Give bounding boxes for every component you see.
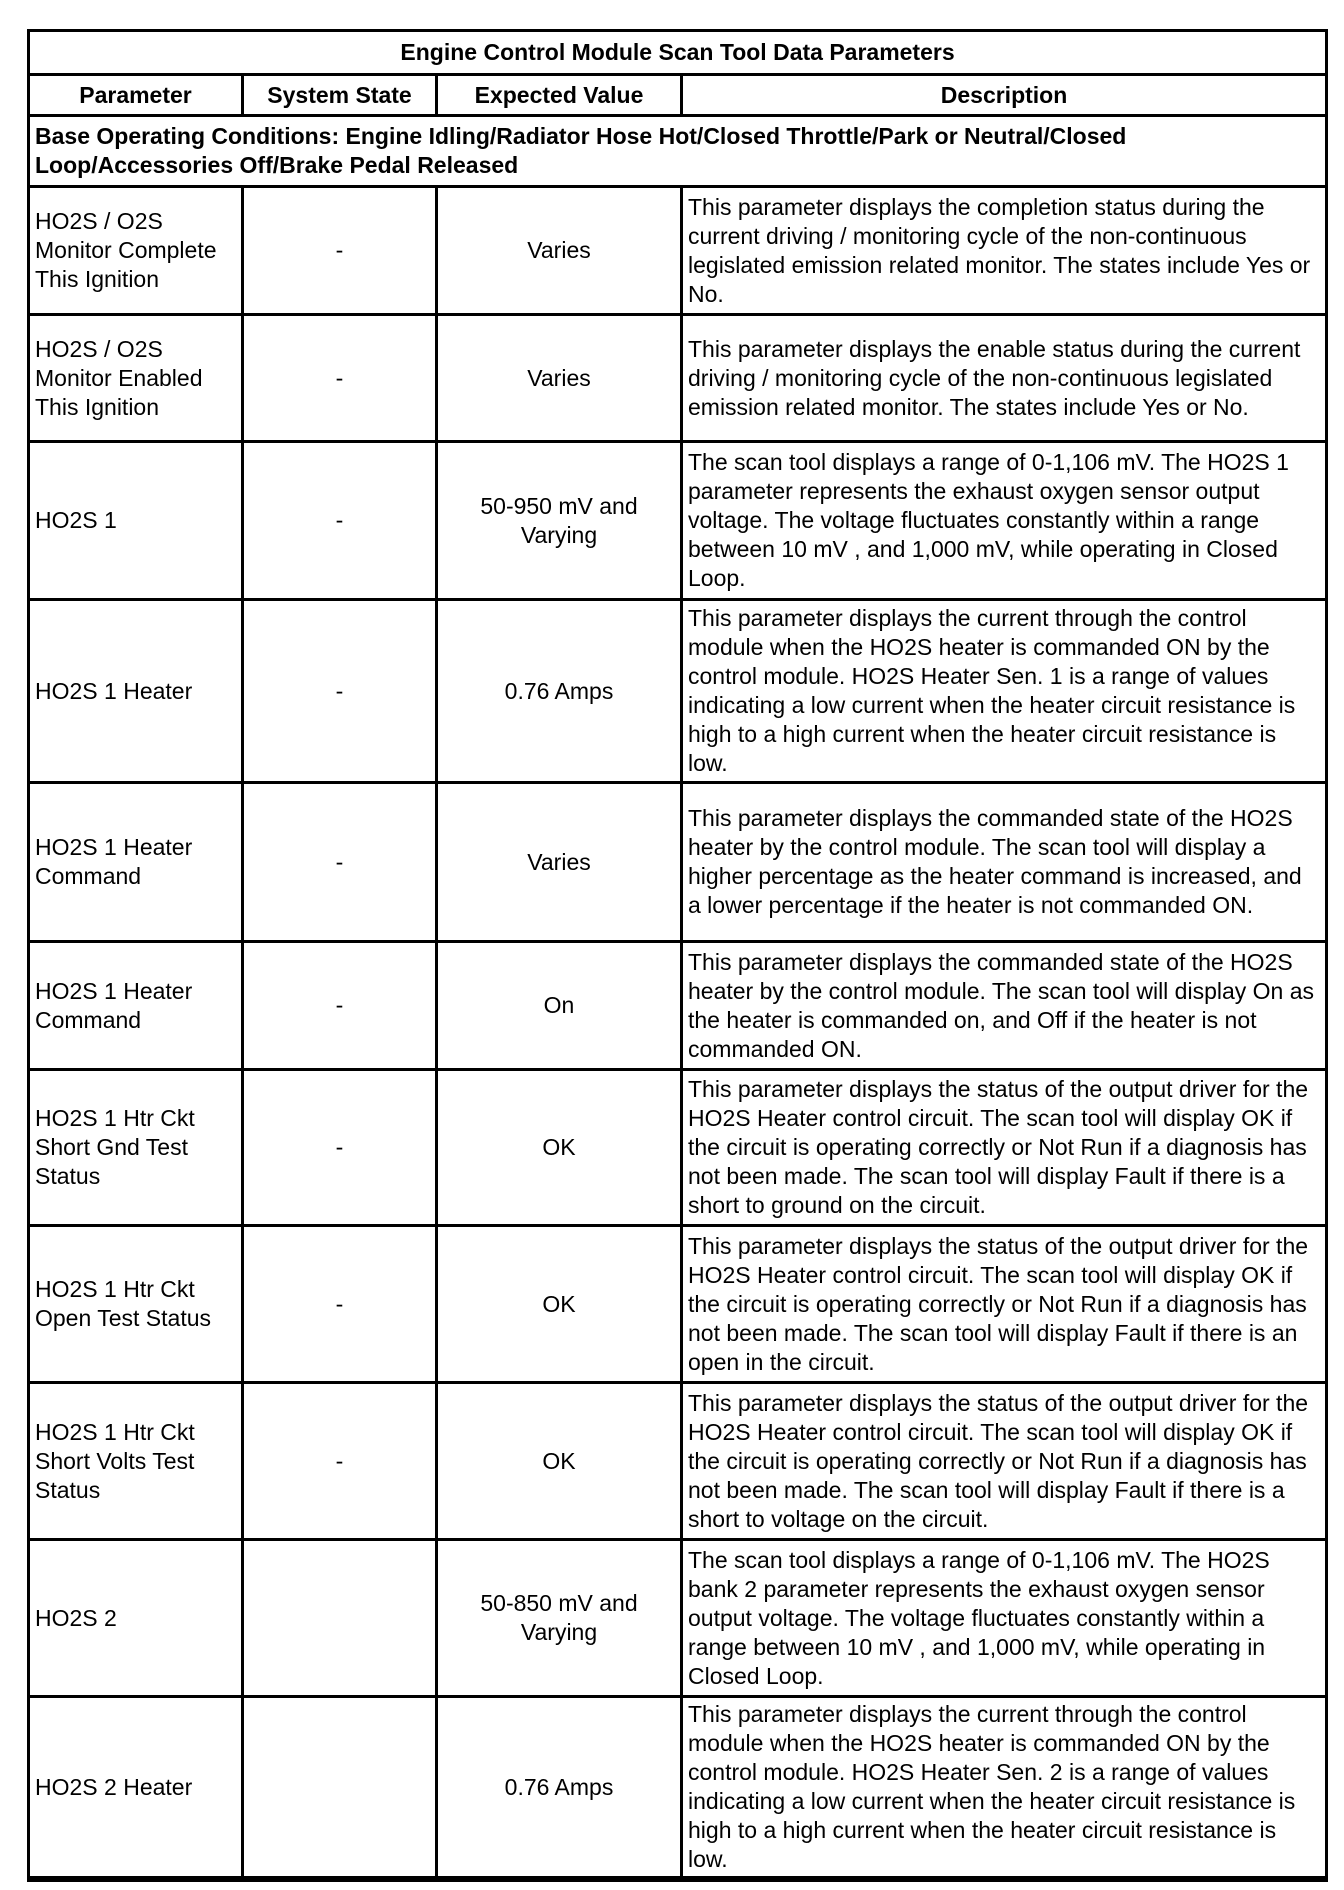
header-description: Description [682, 75, 1327, 116]
expected-value-cell: Varies [437, 315, 682, 442]
expected-value-cell: OK [437, 1070, 682, 1226]
expected-value-cell: Varies [437, 187, 682, 315]
expected-value-cell: On [437, 942, 682, 1070]
parameter-cell: HO2S 1 [29, 442, 243, 600]
table-row [29, 315, 1327, 442]
parameter-cell: HO2S 2 Heater [29, 1697, 243, 1880]
system-state-cell: - [243, 783, 437, 942]
table-row [29, 600, 1327, 783]
header-expected-value: Expected Value [437, 75, 682, 116]
system-state-cell: - [243, 1070, 437, 1226]
table-row [29, 942, 1327, 1070]
description-cell: This parameter displays the completion status during the current driving / monitoring cycle of the non-continuous legislated emission related monitor. The states include Yes or No. [682, 187, 1327, 315]
system-state-cell: - [243, 600, 437, 783]
table-row [29, 442, 1327, 600]
header-parameter: Parameter [29, 75, 243, 116]
table-row [29, 1383, 1327, 1540]
parameter-cell: HO2S 1 Heater Command [29, 783, 243, 942]
description-cell: This parameter displays the status of the output driver for the HO2S Heater control circuit. The scan tool will display OK if the circuit is operating correctly or Not Run if a diagnosis has not been made. The scan tool will display Fault if there is a short to voltage on the circuit. [682, 1383, 1327, 1540]
table-row [29, 187, 1327, 315]
table-row [29, 1070, 1327, 1226]
expected-value-cell: OK [437, 1383, 682, 1540]
table-title: Engine Control Module Scan Tool Data Parameters [29, 31, 1327, 75]
base-operating-conditions: Base Operating Conditions: Engine Idling/Radiator Hose Hot/Closed Throttle/Park or Neutral/Closed Loop/Accessories Off/Brake Pedal Released [29, 116, 1327, 187]
scan-tool-data-table [27, 29, 1328, 1882]
expected-value-cell: OK [437, 1226, 682, 1383]
description-cell: This parameter displays the current through the control module when the HO2S heater is commanded ON by the control module. HO2S Heater Sen. 1 is a range of values indicating a low current when the heater circuit resistance is high to a high current when the heater circuit resistance is low. [682, 600, 1327, 783]
system-state-cell: - [243, 187, 437, 315]
parameter-cell: HO2S 1 Htr Ckt Open Test Status [29, 1226, 243, 1383]
description-cell: This parameter displays the commanded state of the HO2S heater by the control module. The scan tool will display a higher percentage as the heater command is increased, and a lower percentage if the heater is not commanded ON. [682, 783, 1327, 942]
system-state-cell: - [243, 442, 437, 600]
system-state-cell: - [243, 1383, 437, 1540]
parameter-cell: HO2S / O2S Monitor Complete This Ignition [29, 187, 243, 315]
parameter-cell: HO2S 1 Htr Ckt Short Volts Test Status [29, 1383, 243, 1540]
description-cell: This parameter displays the commanded state of the HO2S heater by the control module. The scan tool will display On as the heater is commanded on, and Off if the heater is not commanded ON. [682, 942, 1327, 1070]
expected-value-cell: 0.76 Amps [437, 1697, 682, 1880]
parameter-cell: HO2S 2 [29, 1540, 243, 1697]
parameter-cell: HO2S 1 Heater Command [29, 942, 243, 1070]
description-cell: This parameter displays the enable status during the current driving / monitoring cycle of the non-continuous legislated emission related monitor. The states include Yes or No. [682, 315, 1327, 442]
system-state-cell [243, 1540, 437, 1697]
system-state-cell: - [243, 942, 437, 1070]
table-row [29, 1697, 1327, 1880]
expected-value-cell: 50-950 mV and Varying [437, 442, 682, 600]
description-cell: The scan tool displays a range of 0-1,106 mV. The HO2S bank 2 parameter represents the exhaust oxygen sensor output voltage. The voltage fluctuates constantly within a range between 10 mV , and 1,000 mV, while operating in Closed Loop. [682, 1540, 1327, 1697]
parameter-cell: HO2S 1 Heater [29, 600, 243, 783]
header-system-state: System State [243, 75, 437, 116]
description-cell: This parameter displays the status of the output driver for the HO2S Heater control circuit. The scan tool will display OK if the circuit is operating correctly or Not Run if a diagnosis has not been made. The scan tool will display Fault if there is a short to ground on the circuit. [682, 1070, 1327, 1226]
table-row [29, 1540, 1327, 1697]
table-row [29, 783, 1327, 942]
description-cell: This parameter displays the current through the control module when the HO2S heater is commanded ON by the control module. HO2S Heater Sen. 2 is a range of values indicating a low current when the heater circuit resistance is high to a high current when the heater circuit resistance is low. [682, 1697, 1327, 1880]
system-state-cell: - [243, 1226, 437, 1383]
expected-value-cell: Varies [437, 783, 682, 942]
expected-value-cell: 50-850 mV and Varying [437, 1540, 682, 1697]
description-cell: The scan tool displays a range of 0-1,106 mV. The HO2S 1 parameter represents the exhaust oxygen sensor output voltage. The voltage fluctuates constantly within a range between 10 mV , and 1,000 mV, while operating in Closed Loop. [682, 442, 1327, 600]
expected-value-cell: 0.76 Amps [437, 600, 682, 783]
system-state-cell: - [243, 315, 437, 442]
description-cell: This parameter displays the status of the output driver for the HO2S Heater control circuit. The scan tool will display OK if the circuit is operating correctly or Not Run if a diagnosis has not been made. The scan tool will display Fault if there is an open in the circuit. [682, 1226, 1327, 1383]
parameter-cell: HO2S 1 Htr Ckt Short Gnd Test Status [29, 1070, 243, 1226]
table-row [29, 1226, 1327, 1383]
system-state-cell [243, 1697, 437, 1880]
parameter-cell: HO2S / O2S Monitor Enabled This Ignition [29, 315, 243, 442]
